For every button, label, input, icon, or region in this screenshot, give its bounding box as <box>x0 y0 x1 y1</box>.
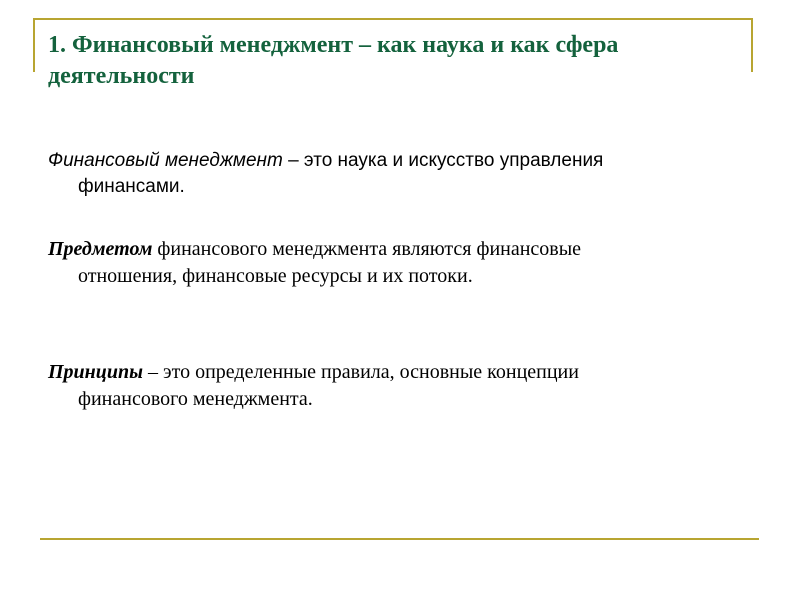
frame-line-right <box>751 18 753 72</box>
slide-title-line2: деятельности <box>48 63 195 89</box>
definition-text-line2: финансами. <box>78 176 185 197</box>
frame-line-top <box>33 18 752 20</box>
frame-line-left <box>33 18 35 72</box>
principles-term: Принципы <box>48 361 144 383</box>
frame-line-bottom <box>40 538 759 540</box>
subject-text-line1: финансового менеджмента являются финансовые <box>152 238 582 260</box>
definition-text-line1: – это наука и искусство управления <box>282 150 604 171</box>
principles-text-line1: – это определенные правила, основные концепции <box>143 361 579 383</box>
subject-paragraph <box>48 236 718 290</box>
slide-title-line1: 1. Финансовый менеджмент – как наука и как сфера <box>48 32 619 58</box>
slide-title <box>48 30 738 92</box>
principles-paragraph <box>48 359 718 413</box>
definition-paragraph <box>48 148 718 200</box>
subject-text-line2: отношения, финансовые ресурсы и их потоки. <box>78 265 473 287</box>
principles-text-line2: финансового менеджмента. <box>78 388 313 410</box>
subject-term: Предметом <box>48 238 153 260</box>
definition-term: Финансовый менеджмент <box>48 150 283 171</box>
